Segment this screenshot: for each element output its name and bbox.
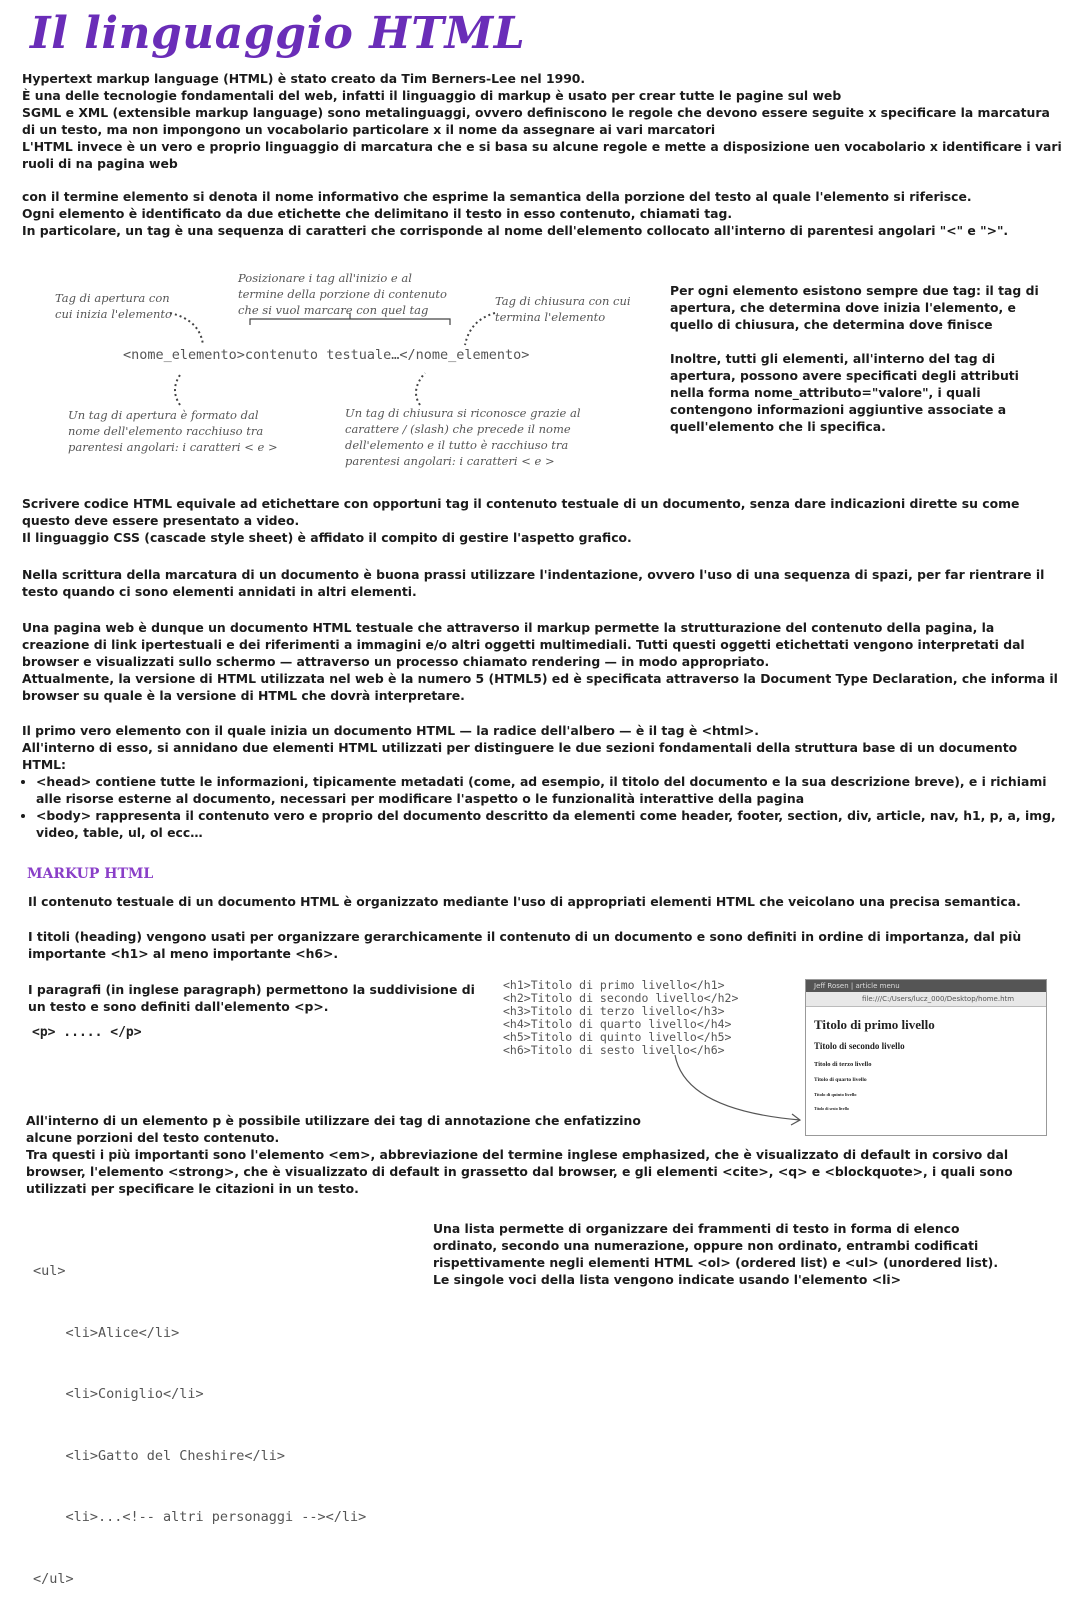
diagram-caption-top-center: Posizionare i tag all'inizio e al termine della porzione di contenuto che si vuol marcare con quel tag <box>238 271 447 317</box>
page-title: Il linguaggio HTML <box>30 8 526 59</box>
preview-h4: Titolo di quarto livello <box>814 1077 867 1083</box>
diagram-caption-bottom-left: Un tag di apertura è formato dal nome dell'elemento racchiuso tra parentesi angolari: i caratteri < e > <box>68 408 278 454</box>
code-line-li-2: <li>Coniglio</li> <box>33 1386 204 1402</box>
preview-h5: Titolo di quinto livello <box>814 1092 857 1097</box>
annotation-block <box>26 1112 1056 1197</box>
headings-code <box>503 979 738 1057</box>
element-line-1: con il termine elemento si denota il nome informativo che esprime la semantica della porzione del testo al quale l'elemento si riferisce. <box>22 189 972 204</box>
list-item-head: • <head> contiene tutte le informazioni, tipicamente metadati (come, ad esempio, il titolo del documento e la sua descrizione breve), e i richiami alle risorse esterne al documento, necessari per modificare l'aspetto o le funzionalità interattive della pagina <box>36 773 1062 807</box>
preview-h6: Titolo di sesto livello <box>814 1106 849 1111</box>
code-line-h1: <h1>Titolo di primo livello</h1> <box>503 978 725 992</box>
markup-line-1: Il contenuto testuale di un documento HTML è organizzato mediante l'uso di appropriati elementi HTML che veicolano una precisa semantica. <box>28 894 1021 909</box>
code-line-h6: <h6>Titolo di sesto livello</h6> <box>503 1043 725 1057</box>
preview-h1: Titolo di primo livello <box>814 1017 935 1032</box>
list-code <box>33 1220 366 1610</box>
root-block <box>22 722 1062 841</box>
annotation-line-1: All'interno di un elemento p è possibile utilizzare dei tag di annotazione che enfatizzino alcune porzioni del testo contenuto. <box>26 1113 641 1145</box>
code-line-h4: <h4>Titolo di quarto livello</h4> <box>503 1017 732 1031</box>
code-line-ul-close: </ul> <box>33 1570 74 1587</box>
intro-line-3: SGML e XML (extensible markup language) sono metalinguaggi, ovvero definiscono le regole che devono essere seguite x specificare la marcatura di un testo, ma non impongono un vocabolario particolare x il nome da assegnare ai vari marcatori <box>22 105 1050 137</box>
preview-h2: Titolo di secondo livello <box>814 1041 905 1051</box>
intro-line-4: L'HTML invece è un vero e proprio linguaggio di marcatura che e si basa su alcune regole e mette a disposizione uen vocabolario x identificare i vari ruoli di na pagina web <box>22 139 1062 171</box>
root-sections-list <box>22 773 1062 841</box>
paragraph-text: I paragrafi (in inglese paragraph) permettono la suddivisione di un testo e sono definiti dall'elemento <p>. <box>28 982 475 1014</box>
tag-diagram <box>40 265 660 480</box>
preview-h3: Titolo di terzo livello <box>814 1061 872 1068</box>
code-line-ul-open: <ul> <box>33 1263 66 1279</box>
code-line-li-1: <li>Alice</li> <box>33 1324 180 1341</box>
code-line-li-3: <li>Gatto del Cheshire</li> <box>33 1447 285 1464</box>
side-note-tags: Per ogni elemento esistono sempre due tag: il tag di apertura, che determina dove inizia l'elemento, e quello di chiusura, che determina dove finisce <box>670 283 1039 332</box>
element-block <box>22 188 1062 239</box>
indent-block: Nella scrittura della marcatura di un documento è buona prassi utilizzare l'indentazione, ovvero l'uso di una sequenza di spazi, per far rientrare il testo quando ci sono elementi annidati in altri elementi. <box>22 567 1045 599</box>
code-line-li-4: <li>...<!-- altri personaggi --></li> <box>33 1509 367 1525</box>
intro-line-2: È una delle tecnologie fondamentali del web, infatti il linguaggio di markup è usato per crear tutte le pagine sul web <box>22 88 842 103</box>
element-line-2: Ogni elemento è identificato da due etichette che delimitano il testo in esso contenuto, chiamati tag. <box>22 206 733 221</box>
code-line-h5: <h5>Titolo di quinto livello</h5> <box>503 1030 732 1044</box>
element-line-3: In particolare, un tag è una sequenza di caratteri che corrisponde al nome dell'elemento collocato all'interno di parentesi angolari "<" e ">". <box>22 223 1009 238</box>
paragraph-example: <p> ..... </p> <box>32 1025 142 1040</box>
intro-block <box>22 70 1062 172</box>
section-heading-markup: MARKUP HTML <box>27 866 154 882</box>
code-line-h2: <h2>Titolo di secondo livello</h2> <box>503 991 739 1005</box>
browser-address-bar: file:///C:/Users/lucz_000/Desktop/home.htm <box>806 992 1046 1007</box>
diagram-caption-top-left: Tag di apertura con cui inizia l'elemento <box>55 291 172 321</box>
diagram-caption-top-right: Tag di chiusura con cui termina l'elemento <box>495 294 631 324</box>
list-item-body: • <body> rappresenta il contenuto vero e proprio del documento descritto da elementi come header, footer, section, div, article, nav, h1, p, a, img, video, table, ul, ol ecc… <box>36 807 1062 841</box>
side-note-attributes: Inoltre, tutti gli elementi, all'interno del tag di apertura, possono avere specificati degli attributi nella forma nome_attributo="valore", i quali contengono informazioni aggiuntive associate a quell'elemento che li specifica. <box>670 351 1019 434</box>
root-line-1: Il primo vero elemento con il quale inizia un documento HTML — la radice dell'albero — è il tag è <html>. <box>22 723 759 738</box>
list-text: Una lista permette di organizzare dei frammenti di testo in forma di elenco ordinato, secondo una numerazione, oppure non ordinato, entrambi codificati rispettivamente negli elementi HTML <ol> (ordered list) e <ul> (unordered list). Le singole voci della lista vengono indicate usando l'elemento <li> <box>433 1221 999 1287</box>
code-line-h3: <h3>Titolo di terzo livello</h3> <box>503 1004 725 1018</box>
writing-line-2: Il linguaggio CSS (cascade style sheet) è affidato il compito di gestire l'aspetto grafico. <box>22 530 632 545</box>
browser-content <box>806 1007 1046 1117</box>
webpage-line-1: Una pagina web è dunque un documento HTML testuale che attraverso il markup permette la strutturazione del contenuto della pagina, la creazione di link ipertestuali e dei riferimenti a immagini e/o altri oggetti multimediali. Tutti questi oggetti etichettati vengono interpretati dal browser e visualizzati sullo schermo — attraverso un processo chiamato rendering — in modo appropriato. <box>22 620 1025 669</box>
writing-line-1: Scrivere codice HTML equivale ad etichettare con opportuni tag il contenuto testuale di un documento, senza dare indicazioni dirette su come questo deve essere presentato a video. <box>22 496 1020 528</box>
markup-line-2: I titoli (heading) vengono usati per organizzare gerarchicamente il contenuto di un documento e sono definiti in ordine di importanza, dal più importante <h1> al meno importante <h6>. <box>28 929 1022 961</box>
browser-tab: Jeff Rosen | article menu <box>806 980 1046 992</box>
side-notes <box>670 282 1050 435</box>
webpage-block <box>22 619 1062 704</box>
intro-line-1: Hypertext markup language (HTML) è stato creato da Tim Berners-Lee nel 1990. <box>22 71 586 86</box>
webpage-line-2: Attualmente, la versione di HTML utilizzata nel web è la numero 5 (HTML5) ed è specificata attraverso la Document Type Declaration, che informa il browser su quale è la versione di HTML che dovrà interpretare. <box>22 671 1058 703</box>
diagram-code: <nome_elemento>contenuto testuale…</nome_elemento> <box>123 347 530 363</box>
diagram-caption-bottom-right: Un tag di chiusura si riconosce grazie al carattere / (slash) che precede il nome dell'elemento e il tutto è racchiuso tra parentesi angolari: i caratteri < e > <box>345 406 581 468</box>
writing-block <box>22 495 1062 546</box>
root-line-2: All'interno di esso, si annidano due elementi HTML utilizzati per distinguere le due sezioni fondamentali della struttura base di un documento HTML: <box>22 740 1018 772</box>
annotation-line-2: Tra questi i più importanti sono l'elemento <em>, abbreviazione del termine inglese emphasized, che è visualizzato di default in corsivo dal browser, l'elemento <strong>, che è visualizzato di default in grassetto dal browser, e gli elementi <cite>, <q> e <blockquote>, i quali sono utilizzati per specificare le citazioni in un testo. <box>26 1147 1013 1196</box>
